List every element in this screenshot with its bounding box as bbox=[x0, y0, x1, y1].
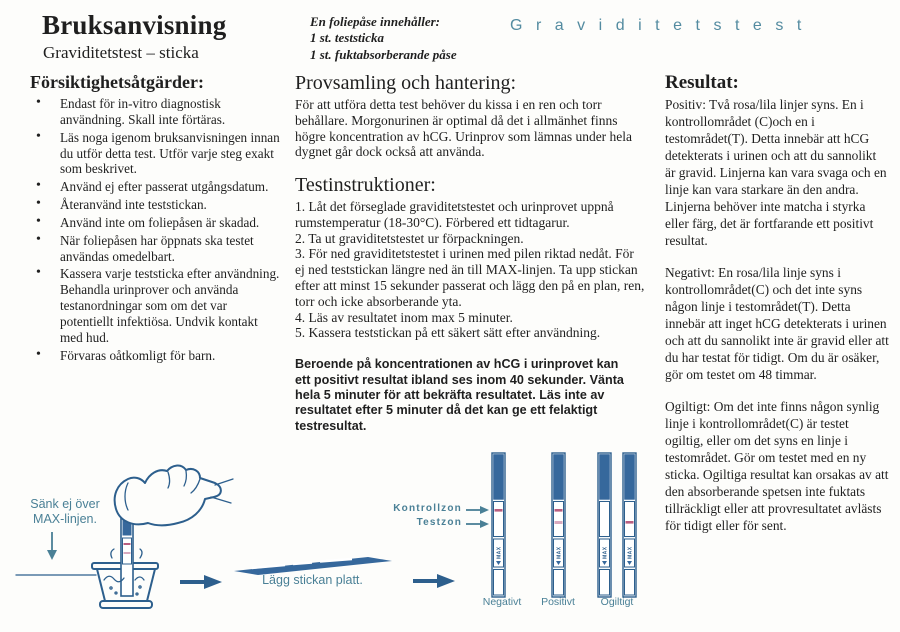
page-title: Bruksanvisning bbox=[42, 10, 227, 40]
package-contents-note bbox=[310, 14, 520, 63]
stick-label-invalid: Ogiltigt bbox=[600, 596, 634, 608]
step: 3. För ned graviditetstestet i urinen med pilen riktad nedåt. För ej ned teststickan längre ned än till MAX-linjen. Ta upp stickan efter att minst 15 sekunder passerat och lägg den på en plan, ren, torr och icke absorberande yta. bbox=[295, 246, 645, 309]
test-stick-invalid-blank bbox=[598, 453, 611, 597]
instructions-heading: Testinstruktioner: bbox=[295, 174, 436, 197]
stick-label-positive: Positivt bbox=[541, 596, 575, 608]
control-zone-arrow-icon bbox=[466, 506, 489, 514]
list-item: • Använd inte om foliepåsen är skadad. bbox=[30, 215, 282, 231]
stick-in-cup bbox=[121, 512, 133, 596]
sampling-body: För att utföra detta test behöver du kissa i en ren och torr behållare. Morgonurinen är optimal då det i allmänhet finns högre koncentration av hCG. Urinprov som lämnas under hela dygnet går dock också att använda. bbox=[295, 97, 633, 160]
precautions-heading: Försiktighetsåtgärder: bbox=[30, 72, 204, 92]
list-item: • Förvaras oåtkomligt för barn. bbox=[30, 348, 282, 364]
test-stick-invalid-testline bbox=[623, 453, 636, 597]
right-arrow-icon bbox=[413, 574, 455, 588]
right-column bbox=[665, 72, 889, 549]
list-item: • Återanvänd inte teststickan. bbox=[30, 197, 282, 213]
svg-text:MAX: MAX bbox=[556, 546, 563, 559]
control-zone-label: Kontrollzon bbox=[393, 503, 462, 514]
timing-warning: Beroende på koncentrationen av hCG i urinprovet kan ett positivt resultat ibland ses inom 40 sekunder. Vänta hela 5 minuter för att bekräfta resultatet. Läs inte av resultatet efter 5 minuter då det kan ge ett felaktigt testresultat. bbox=[295, 357, 624, 433]
down-arrow-icon bbox=[47, 532, 57, 560]
svg-text:MAX: MAX bbox=[627, 546, 634, 559]
results-heading: Resultat: bbox=[665, 72, 739, 93]
list-item: • Endast för in-vitro diagnostisk användning. Skall inte förtäras. bbox=[30, 96, 282, 128]
step: 2. Ta ut graviditetstestet ur förpackningen. bbox=[295, 230, 524, 246]
sampling-heading: Provsamling och hantering: bbox=[295, 72, 517, 94]
brand-wordmark: Graviditetstest bbox=[510, 17, 815, 34]
step: 1. Låt det förseglade graviditetstestet och urinprovet uppnå rumstemperatur (18-30°C). Förbered ett tidtagarur. bbox=[295, 199, 614, 230]
step: 5. Kassera teststickan på ett säkert sätt efter användning. bbox=[295, 325, 601, 341]
left-column bbox=[30, 10, 282, 366]
list-item: • Kassera varje teststicka efter användning. Behandla urinprover och använda testanordningar som om det var potentiellt infektiösa. Undvik kontakt med hud. bbox=[30, 266, 282, 345]
test-stick-negative bbox=[492, 453, 505, 597]
test-stick-positive bbox=[552, 453, 565, 597]
stick-label-negative: Negativt bbox=[482, 596, 522, 608]
package-contents-line: En foliepåse innehåller: bbox=[310, 14, 441, 29]
package-contents-line: 1 st. teststicka bbox=[310, 30, 385, 46]
hand-icon bbox=[115, 466, 233, 526]
step: 4. Läs av resultatet inom max 5 minuter. bbox=[295, 309, 513, 325]
max-line-note: Sänk ej över MAX-linjen. bbox=[30, 497, 100, 526]
result-negative-text: Negativt: En rosa/lila linje syns i kontrollområdet(C) och det inte syns någon linje i testområdet(T). Detta innebär att inget hCG detekterats i urinen och att du sannolikt inte är gravid eller att du har testat för tidigt. Om du är osäker, gör om testet om 48 timmar. bbox=[665, 265, 889, 383]
list-item: • Läs noga igenom bruksanvisningen innan du utför detta test. Utför varje steg exakt som beskrivet. bbox=[30, 130, 282, 178]
list-item: • När foliepåsen har öppnats ska testet användas omedelbart. bbox=[30, 233, 282, 265]
result-positive-text: Positiv: Två rosa/lila linjer syns. En i kontrollområdet (C)och en i testområdet(T). Detta innebär att hCG detekterats i urinen och att du sannolikt är gravid. Linjerna kan vara svaga och en linje kan vara starkare än den andra. Linjerna behöver inte matcha i styrka eller färg, det är fortfarande ett positivt resultat. bbox=[665, 97, 887, 249]
test-zone-label: Testzon bbox=[416, 517, 462, 528]
middle-column bbox=[295, 72, 645, 447]
lay-flat-label: Lägg stickan platt. bbox=[262, 573, 363, 587]
precautions-list bbox=[30, 96, 282, 364]
list-item: • Använd ej efter passerat utgångsdatum. bbox=[30, 179, 282, 195]
result-invalid-text: Ogiltigt: Om det inte finns någon synlig linje i kontrollområdet(C) är testet ogiltig, eller om det syns en linje i testområdet. Gör om testet med en ny sticka. Ogiltiga resultat kan orsakas av att den absorberande spetsen inte fuktats tillräckligt eller att provresultatet avlästs för tidigt eller för sent. bbox=[665, 399, 889, 534]
package-contents-line: 1 st. fuktabsorberande påse bbox=[310, 46, 457, 62]
svg-text:MAX: MAX bbox=[496, 546, 503, 559]
svg-text:MAX: MAX bbox=[602, 546, 609, 559]
right-arrow-icon bbox=[180, 575, 222, 589]
test-zone-arrow-icon bbox=[466, 520, 489, 528]
page-subtitle: Graviditetstest – sticka bbox=[43, 43, 199, 62]
instruction-steps bbox=[295, 199, 645, 341]
